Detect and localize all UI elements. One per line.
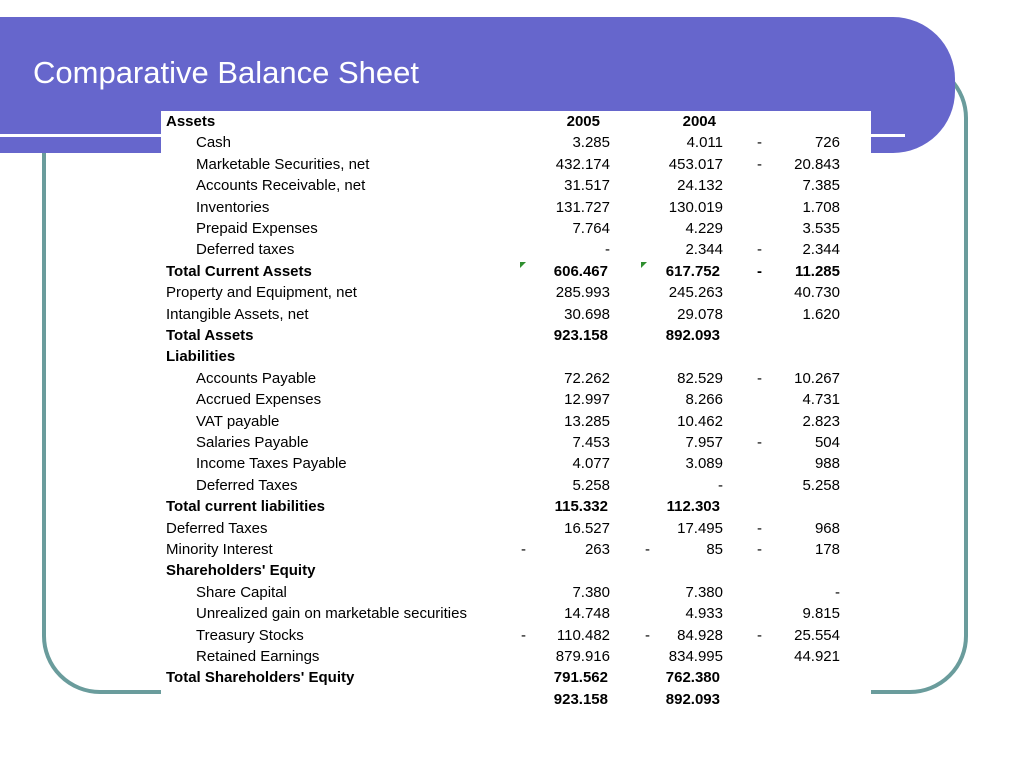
header-2004: 2004: [682, 113, 716, 130]
value-change: 2.344: [802, 241, 840, 259]
table-row: [161, 239, 871, 260]
value-2004: 29.078: [677, 305, 723, 323]
table-row: [161, 432, 871, 453]
value-2004: 112.303: [666, 498, 720, 516]
value-2004: -: [718, 476, 723, 494]
negative-marker-change: -: [757, 155, 762, 173]
row-label: Accrued Expenses: [196, 391, 322, 409]
value-change: -: [835, 583, 840, 601]
value-2005: 4.077: [572, 455, 610, 473]
value-2005: 923.158: [553, 327, 608, 344]
table-row: [161, 261, 871, 282]
slide-title: Comparative Balance Sheet: [33, 55, 420, 90]
header-label: Assets: [166, 113, 216, 130]
value-change: 968: [814, 519, 840, 537]
table-row: [161, 175, 871, 196]
value-2005: 14.748: [564, 605, 610, 623]
balance-sheet-table: [161, 111, 871, 739]
table-row: [161, 218, 871, 239]
row-label: Shareholders' Equity: [166, 562, 316, 580]
value-2005: 285.993: [555, 284, 610, 302]
value-change: 1.708: [802, 198, 840, 216]
row-label: Cash: [196, 134, 232, 152]
table-row: [161, 453, 871, 474]
value-2004: 4.933: [685, 605, 723, 623]
negative-marker-change: -: [757, 262, 762, 280]
table-row: [161, 304, 871, 325]
value-2004: 7.380: [685, 583, 723, 601]
value-change: 2.823: [802, 412, 840, 430]
table-row: [161, 325, 871, 346]
row-label: Accounts Receivable, net: [196, 177, 366, 195]
value-change: 3.535: [802, 220, 840, 237]
negative-marker-2005: -: [521, 541, 526, 558]
value-2004: 130.019: [668, 198, 723, 216]
value-2005: 72.262: [564, 369, 610, 387]
row-label: Accounts Payable: [196, 369, 317, 387]
row-label: Total Shareholders' Equity: [166, 669, 355, 687]
cell-comment-marker: [641, 262, 647, 268]
value-change: 9.815: [802, 605, 840, 623]
table-row: [161, 346, 871, 367]
negative-marker-change: -: [757, 134, 762, 152]
table-row: [161, 689, 871, 710]
value-2005: 131.727: [555, 198, 610, 216]
row-label: Deferred taxes: [196, 241, 295, 259]
value-2005: 12.997: [564, 391, 610, 409]
table-row: [161, 560, 871, 581]
value-2004: 84.928: [677, 626, 723, 644]
row-label: Liabilities: [166, 348, 236, 366]
table-row: [161, 197, 871, 218]
table-header-row: [161, 111, 871, 132]
row-label: VAT payable: [196, 412, 280, 430]
value-2004: 834.995: [668, 648, 723, 665]
table-row: [161, 667, 871, 688]
row-label: Deferred Taxes: [166, 519, 268, 537]
value-2005: 879.916: [555, 648, 610, 665]
row-label: Deferred Taxes: [196, 476, 298, 494]
value-change: 988: [814, 455, 840, 473]
value-2004: 2.344: [685, 241, 723, 259]
negative-marker-change: -: [757, 541, 762, 558]
table-row: [161, 154, 871, 175]
table-row: [161, 496, 871, 517]
value-2004: 24.132: [677, 177, 723, 195]
row-label: Share Capital: [196, 583, 287, 601]
value-2005: 791.562: [553, 669, 608, 687]
value-2004: 762.380: [665, 669, 720, 687]
table-row: [161, 582, 871, 603]
value-2005: -: [605, 241, 610, 259]
negative-marker-2005: -: [521, 626, 526, 644]
negative-marker-2004: -: [645, 541, 650, 558]
value-2004: 453.017: [668, 155, 723, 173]
value-2005: 16.527: [564, 519, 610, 537]
negative-marker-change: -: [757, 519, 762, 537]
value-change: 178: [814, 541, 840, 558]
value-2004: 85: [706, 541, 723, 558]
value-2004: 8.266: [685, 391, 723, 409]
row-label: Treasury Stocks: [196, 626, 304, 644]
row-label: Prepaid Expenses: [196, 220, 318, 237]
value-2005: 7.453: [572, 434, 610, 451]
row-label: Total current liabilities: [166, 498, 325, 516]
value-change: 10.267: [794, 369, 840, 387]
value-change: 726: [814, 134, 840, 152]
value-2004: 17.495: [677, 519, 723, 537]
value-change: 11.285: [794, 262, 840, 280]
table-row: [161, 475, 871, 496]
row-label: Income Taxes Payable: [196, 455, 347, 473]
row-label: Inventories: [196, 198, 270, 216]
value-2005: 7.380: [572, 583, 610, 601]
row-label: Total Current Assets: [166, 262, 312, 280]
row-label: Unrealized gain on marketable securities: [196, 605, 467, 623]
row-label: Total Assets: [166, 327, 254, 344]
negative-marker-change: -: [757, 241, 762, 259]
value-2004: 892.093: [665, 327, 720, 344]
value-2004: 82.529: [677, 369, 723, 387]
row-label: Minority Interest: [166, 541, 273, 558]
value-2005: 7.764: [572, 220, 610, 237]
row-label: Marketable Securities, net: [196, 155, 370, 173]
table-row: [161, 132, 871, 153]
value-2004: 892.093: [665, 690, 720, 708]
value-change: 25.554: [794, 626, 840, 644]
value-2004: 3.089: [685, 455, 723, 473]
table-row: [161, 411, 871, 432]
value-2005: 432.174: [555, 155, 610, 173]
value-2005: 115.332: [554, 498, 608, 516]
negative-marker-change: -: [757, 434, 762, 451]
table-row: [161, 518, 871, 539]
value-change: 40.730: [794, 284, 840, 302]
row-label: Salaries Payable: [196, 434, 309, 451]
table-row: [161, 625, 871, 646]
value-2004: 10.462: [677, 412, 723, 430]
value-2005: 263: [584, 541, 610, 558]
value-2004: 245.263: [668, 284, 723, 302]
value-change: 1.620: [802, 305, 840, 323]
row-label: Intangible Assets, net: [166, 305, 309, 323]
row-label: Retained Earnings: [196, 648, 320, 665]
table-row: [161, 282, 871, 303]
cell-comment-marker: [520, 262, 526, 268]
value-2005: 5.258: [572, 476, 610, 494]
header-2005: 2005: [566, 113, 600, 130]
value-2005: 606.467: [553, 262, 608, 280]
table-row: [161, 603, 871, 624]
value-2004: 4.229: [685, 220, 723, 237]
row-label: Property and Equipment, net: [166, 284, 357, 302]
value-change: 5.258: [802, 476, 840, 494]
value-2005: 31.517: [564, 177, 610, 195]
table-row: [161, 646, 871, 667]
value-2004: 617.752: [665, 262, 720, 280]
value-change: 7.385: [802, 177, 840, 195]
value-2005: 30.698: [564, 305, 610, 323]
negative-marker-2004: -: [645, 626, 650, 644]
value-change: 4.731: [802, 391, 840, 409]
table-row: [161, 539, 871, 560]
value-2005: 13.285: [564, 412, 610, 430]
value-2005: 923.158: [553, 690, 608, 708]
value-2004: 7.957: [685, 434, 723, 451]
table-row: [161, 389, 871, 410]
value-2005: 3.285: [572, 134, 610, 152]
table-row: [161, 368, 871, 389]
value-change: 504: [814, 434, 840, 451]
value-change: 44.921: [794, 648, 840, 665]
negative-marker-change: -: [757, 626, 762, 644]
value-2004: 4.011: [686, 134, 723, 152]
negative-marker-change: -: [757, 369, 762, 387]
value-2005: 110.482: [556, 626, 610, 644]
value-change: 20.843: [794, 155, 840, 173]
